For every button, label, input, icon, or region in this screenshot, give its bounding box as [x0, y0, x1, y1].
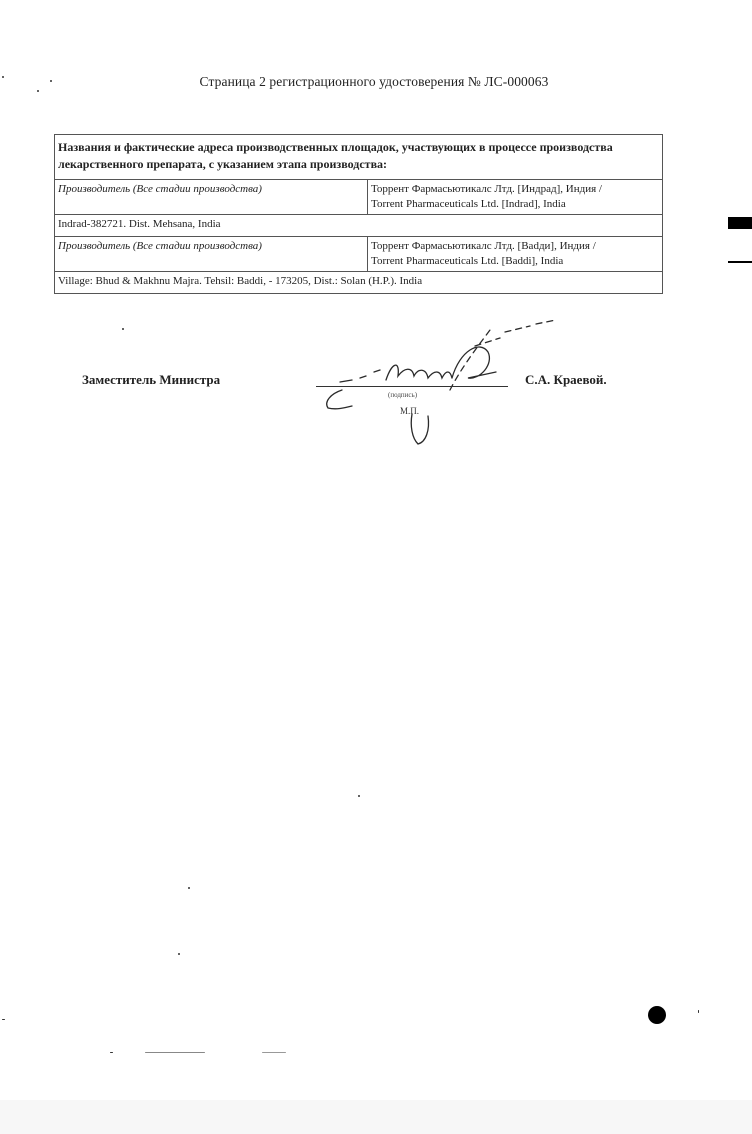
site-name — [368, 180, 663, 215]
table-row — [55, 237, 663, 272]
signature-block — [0, 300, 752, 460]
edge-mark-line — [728, 261, 752, 263]
scan-speck — [358, 795, 360, 797]
site-role: Производитель (Все стадии производства) — [55, 237, 368, 272]
production-sites-table — [54, 134, 663, 294]
table-row — [55, 180, 663, 215]
site-name-ru: Торрент Фармасьютикалс Лтд. [Badди], Индия / — [371, 240, 596, 252]
site-name — [368, 237, 663, 272]
table-row — [55, 272, 663, 294]
scan-speck — [2, 1019, 5, 1020]
site-name-en: Torrent Pharmaceuticals Ltd. [Indrad], India — [371, 198, 566, 210]
signer-name: С.А. Краевой. — [525, 372, 607, 387]
hole-punch-mark — [648, 1006, 666, 1024]
site-address: Indrad-382721. Dist. Mehsana, India — [55, 215, 663, 237]
site-name-ru: Торрент Фармасьютикалс Лтд. [Индрад], Индия / — [371, 183, 602, 195]
stamp-caption: М.П. — [400, 406, 420, 416]
scan-speck — [37, 90, 39, 92]
scan-speck — [2, 76, 4, 78]
scan-bottom-edge — [0, 1100, 752, 1134]
scan-speck — [698, 1010, 699, 1013]
signer-title: Заместитель Министра — [82, 372, 221, 387]
scan-speck — [262, 1052, 286, 1053]
site-role: Производитель (Все стадии производства) — [55, 180, 368, 215]
edge-mark-bar — [728, 217, 752, 229]
certificate-page-title: Страница 2 регистрационного удостоверения № ЛС-000063 — [199, 74, 549, 89]
scan-speck — [122, 328, 124, 330]
site-address: Village: Bhud & Makhnu Majra. Tehsil: Baddi, - 173205, Dist.: Solan (H.P.). India — [55, 272, 663, 294]
signature-caption: (подпись) — [388, 391, 418, 399]
scan-speck — [50, 80, 52, 82]
table-row — [55, 215, 663, 237]
scan-speck — [110, 1052, 113, 1053]
page-header — [0, 74, 752, 90]
scan-speck — [188, 887, 190, 889]
table-heading: Названия и фактические адреса производственных площадок, участвующих в процессе производства лекарственного препарата, с указанием этапа производства: — [55, 135, 663, 180]
table-heading-row — [55, 135, 663, 180]
site-name-en: Torrent Pharmaceuticals Ltd. [Baddi], India — [371, 255, 564, 267]
signature-line — [316, 386, 508, 387]
scan-speck — [145, 1052, 205, 1053]
scan-edge-marks — [728, 217, 752, 263]
scan-speck — [178, 953, 180, 955]
